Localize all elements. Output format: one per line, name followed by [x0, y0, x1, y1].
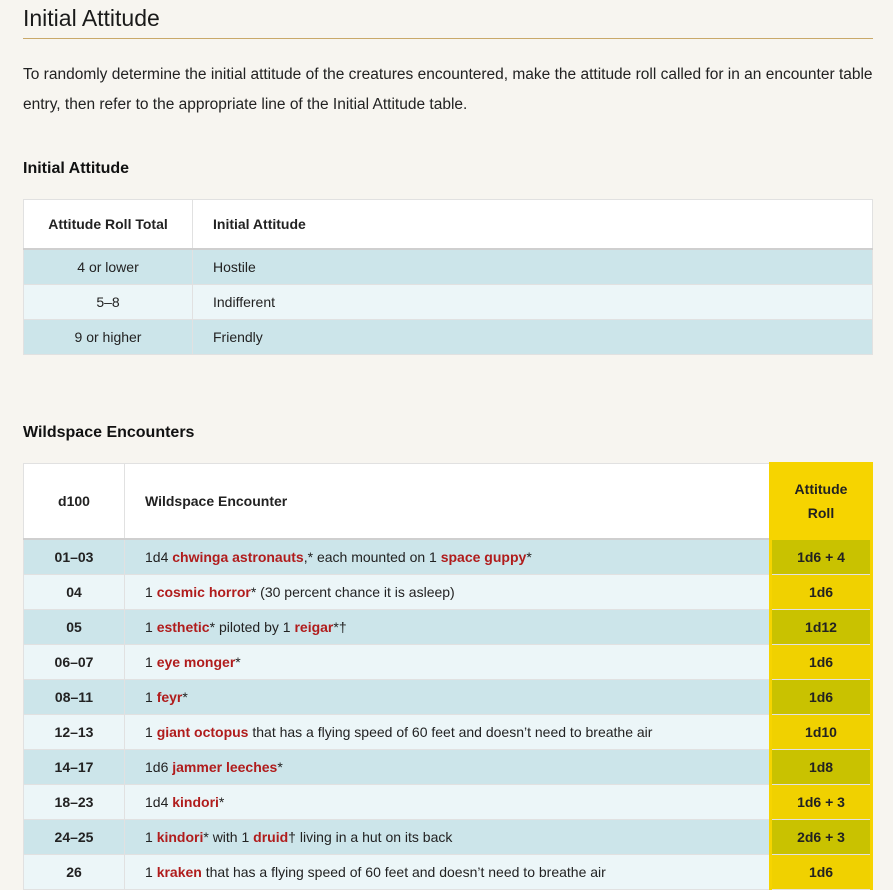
column-header: Attitude Roll Total — [24, 200, 193, 250]
roll-total-cell: 4 or lower — [24, 249, 193, 285]
encounter-cell: 1 cosmic horror* (30 percent chance it is asleep) — [125, 575, 771, 610]
d100-cell: 01–03 — [24, 539, 125, 575]
encounter-table — [23, 462, 873, 890]
encounter-cell: 1 kindori* with 1 druid† living in a hut on its back — [125, 820, 771, 855]
creature-link[interactable]: kindori — [172, 794, 219, 810]
table-row — [24, 750, 872, 785]
creature-link[interactable]: eye monger — [156, 654, 236, 670]
attitude-roll-cell: 1d6 + 3 — [771, 785, 872, 820]
d100-cell: 18–23 — [24, 785, 125, 820]
attitude-table-caption: Initial Attitude — [23, 160, 130, 177]
table-row — [24, 285, 873, 320]
attitude-cell: Hostile — [193, 249, 873, 285]
d100-cell: 05 — [24, 610, 125, 645]
d100-cell: 04 — [24, 575, 125, 610]
encounter-cell: 1 giant octopus that has a flying speed of 60 feet and doesn’t need to breathe air — [125, 715, 771, 750]
table-row — [24, 249, 873, 285]
table-row — [24, 610, 872, 645]
column-header: d100 — [24, 464, 125, 539]
table-row — [24, 320, 873, 355]
d100-cell: 12–13 — [24, 715, 125, 750]
d100-cell: 06–07 — [24, 645, 125, 680]
attitude-roll-cell: 1d6 — [771, 855, 872, 890]
roll-total-cell: 9 or higher — [24, 320, 193, 355]
encounter-cell: 1d4 chwinga astronauts,* each mounted on 1 space guppy* — [125, 539, 771, 575]
table-header-row — [24, 200, 873, 250]
encounter-table-body — [24, 539, 872, 890]
encounter-cell: 1d4 kindori* — [125, 785, 771, 820]
attitude-roll-cell: 2d6 + 3 — [771, 820, 872, 855]
attitude-roll-cell: 1d6 — [771, 680, 872, 715]
table-row — [24, 680, 872, 715]
attitude-roll-cell: 1d6 + 4 — [771, 539, 872, 575]
attitude-cell: Friendly — [193, 320, 873, 355]
creature-link[interactable]: giant octopus — [156, 724, 249, 740]
attitude-roll-cell: 1d6 — [771, 645, 872, 680]
table-header-row — [24, 464, 872, 539]
creature-link[interactable]: reigar — [294, 619, 334, 635]
d100-cell: 26 — [24, 855, 125, 890]
attitude-roll-cell: 1d12 — [771, 610, 872, 645]
table-row — [24, 575, 872, 610]
roll-total-cell: 5–8 — [24, 285, 193, 320]
d100-cell: 14–17 — [24, 750, 125, 785]
attitude-roll-cell: 1d10 — [771, 715, 872, 750]
creature-link[interactable]: chwinga astronauts — [172, 548, 304, 565]
creature-link[interactable]: druid — [253, 829, 289, 845]
attitude-cell: Indifferent — [193, 285, 873, 320]
creature-link[interactable]: space guppy — [440, 548, 527, 565]
creature-link[interactable]: kindori — [156, 829, 204, 845]
encounter-table-caption: Wildspace Encounters — [23, 424, 195, 441]
creature-link[interactable]: jammer leeches — [172, 759, 278, 775]
column-header: Initial Attitude — [193, 200, 873, 250]
attitude-table — [23, 199, 873, 355]
title-divider — [23, 38, 873, 39]
intro-paragraph: To randomly determine the initial attitude of the creatures encountered, make the attitude roll called for in an encounter table entry, then refer to the appropriate line of the Initial Attitude table. — [23, 66, 873, 113]
table-row — [24, 785, 872, 820]
encounter-cell: 1d6 jammer leeches* — [125, 750, 771, 785]
page-title: Initial Attitude — [23, 5, 160, 31]
table-row — [24, 645, 872, 680]
table-row — [24, 855, 872, 890]
attitude-roll-cell: 1d6 — [771, 575, 872, 610]
encounter-cell: 1 kraken that has a flying speed of 60 feet and doesn’t need to breathe air — [125, 855, 771, 890]
d100-cell: 08–11 — [24, 680, 125, 715]
creature-link[interactable]: cosmic horror — [156, 584, 251, 600]
column-header: Wildspace Encounter — [125, 464, 771, 539]
creature-link[interactable]: feyr — [156, 689, 183, 705]
attitude-roll-cell: 1d8 — [771, 750, 872, 785]
encounter-cell: 1 feyr* — [125, 680, 771, 715]
d100-cell: 24–25 — [24, 820, 125, 855]
column-header-highlighted: Attitude Roll — [771, 464, 872, 539]
table-row — [24, 820, 872, 855]
creature-link[interactable]: esthetic — [156, 619, 210, 635]
creature-link[interactable]: kraken — [156, 864, 202, 880]
encounter-cell: 1 esthetic* piloted by 1 reigar*† — [125, 610, 771, 645]
table-row — [24, 539, 872, 575]
encounter-cell: 1 eye monger* — [125, 645, 771, 680]
table-row — [24, 715, 872, 750]
